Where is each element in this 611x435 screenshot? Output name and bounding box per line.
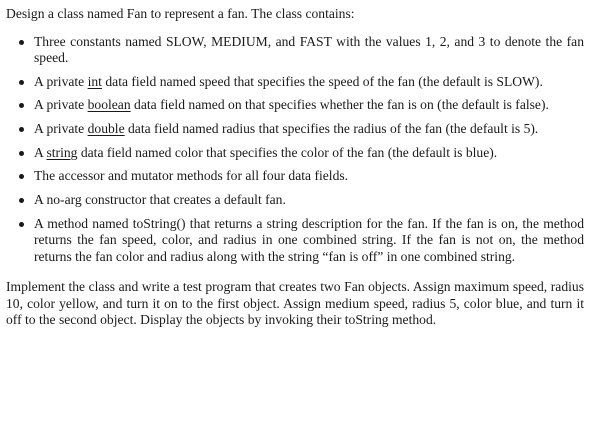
requirements-list [6, 34, 584, 266]
intro-paragraph: Design a class named Fan to represent a fan. The class contains: [6, 6, 355, 21]
list-item-color-field [34, 145, 584, 162]
item-text-after: data field named radius that specifies the radius of the fan (the default is 5). [124, 121, 539, 137]
item-text: A method named toString() that returns a string description for the fan. If the fan is on, the method returns the fan speed, color, and radius in one combined string. If the fan is not on, the method returns the fan color and radius along with the string “fan is off” in one combined string. [34, 215, 584, 264]
item-text-before: A private [34, 73, 88, 89]
list-item-accessors [34, 168, 584, 185]
type-keyword-double: double [87, 121, 125, 137]
type-keyword-string: string [46, 144, 78, 160]
list-item-radius-field [34, 121, 584, 138]
item-text-before: A private [34, 97, 88, 113]
item-text: Three constants named SLOW, MEDIUM, and FAST with the values 1, 2, and 3 to denote the fan speed. [34, 33, 584, 65]
item-text: The accessor and mutator methods for all four data fields. [34, 168, 349, 184]
list-item-speed-field [34, 74, 584, 91]
list-item-on-field [34, 97, 584, 114]
list-item-constants [34, 34, 584, 67]
type-keyword-int: int [87, 73, 102, 89]
list-item-tostring [34, 216, 584, 266]
instructions-paragraph: Implement the class and write a test program that creates two Fan objects. Assign maximum speed, radius 10, color yellow, and turn it on to the first object. Assign medium speed, radius 5, color blue, and turn it off to the second object. Display the objects by invoking their toString method. [6, 279, 584, 328]
item-text-after: data field named speed that specifies the speed of the fan (the default is SLOW). [101, 73, 543, 89]
list-item-constructor [34, 192, 584, 209]
item-text-before: A [34, 144, 47, 160]
item-text-after: data field named on that specifies whether the fan is on (the default is false). [130, 97, 549, 113]
item-text-before: A private [34, 121, 88, 137]
item-text-after: data field named color that specifies the color of the fan (the default is blue). [77, 144, 498, 160]
item-text: A no-arg constructor that creates a default fan. [34, 192, 286, 208]
type-keyword-boolean: boolean [87, 97, 131, 113]
